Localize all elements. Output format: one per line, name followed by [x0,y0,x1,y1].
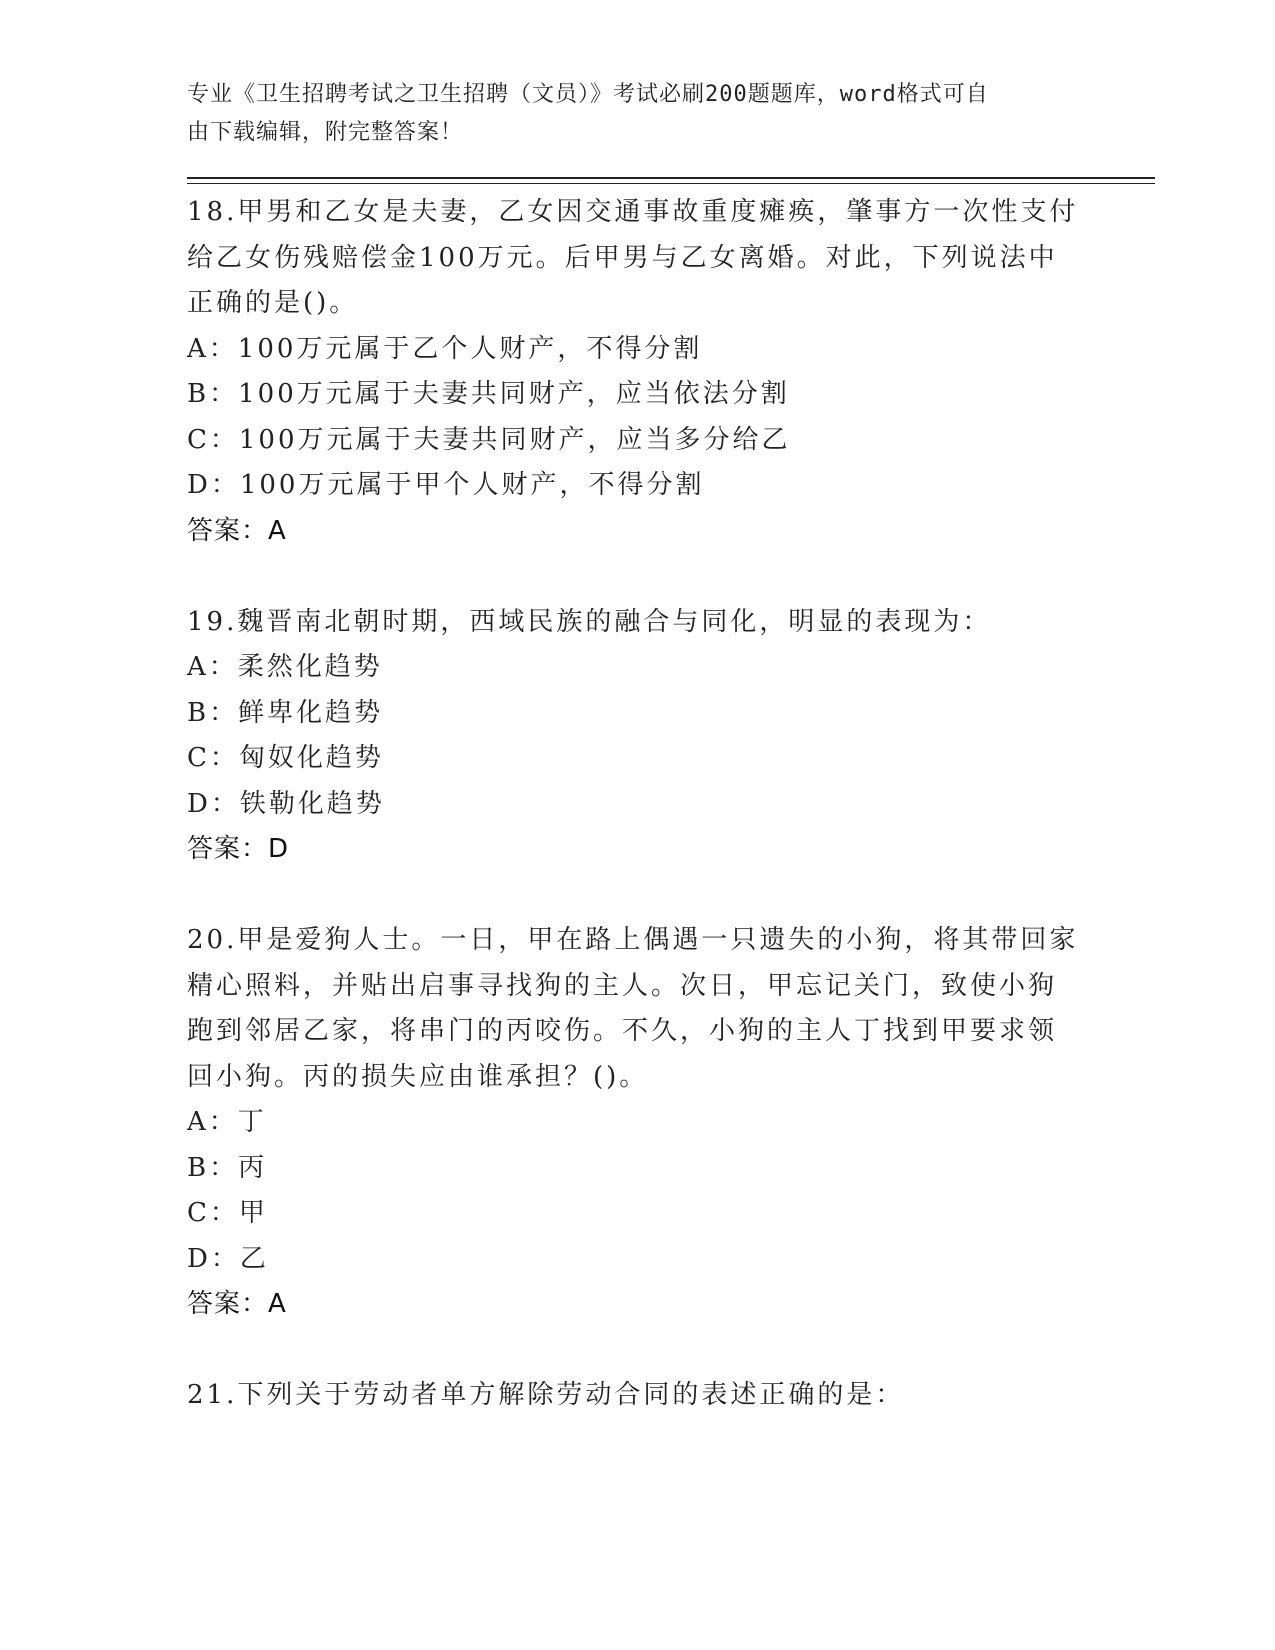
question-stem-line: 20.甲是爱狗人士。一日，甲在路上偶遇一只遗失的小狗，将其带回家 [187,925,1079,955]
option-d: D：乙 [187,1243,269,1274]
header-line-1: 专业《卫生招聘考试之卫生招聘（文员）》考试必刷200题题库，word格式可自 [187,82,989,107]
option-c: C：甲 [187,1198,268,1228]
header-line-2: 由下载编辑，附完整答案！ [187,120,464,145]
question-stem-line: 18.甲男和乙女是夫妻，乙女因交通事故重度瘫痪，肇事方一次性支付 [187,197,1079,227]
option-a: A：100万元属于乙个人财产，不得分割 [187,333,703,364]
question-18 [187,190,1087,554]
question-20 [187,918,1087,1328]
question-stem-line: 19.魏晋南北朝时期，西域民族的融合与同化，明显的表现为： [187,606,992,637]
option-d: D：100万元属于甲个人财产，不得分割 [187,470,705,500]
question-list [187,190,1087,1419]
option-a: A：丁 [187,1107,267,1137]
answer-line: 答案：A [187,515,287,546]
answer-line: 答案：D [187,834,290,864]
document-header [187,76,1067,152]
option-a: A：柔然化趋势 [187,652,383,682]
question-stem-line: 给乙女伤残赔偿金100万元。后甲男与乙女离婚。对此，下列说法中 [187,242,1058,273]
option-d: D：铁勒化趋势 [187,788,385,819]
question-stem-line: 跑到邻居乙家，将串门的丙咬伤。不久，小狗的主人丁找到甲要求领 [187,1016,1058,1046]
question-stem-line: 正确的是()。 [187,288,359,318]
option-b: B：鲜卑化趋势 [187,697,384,728]
question-stem-line: 21.下列关于劳动者单方解除劳动合同的表述正确的是： [187,1380,905,1410]
header-divider-thin [187,183,1155,184]
question-stem-line: 回小狗。丙的损失应由谁承担？()。 [187,1061,649,1092]
question-19 [187,600,1087,873]
option-b: B：100万元属于夫妻共同财产，应当依法分割 [187,379,790,409]
question-21 [187,1373,1087,1419]
answer-line: 答案：A [187,1289,287,1319]
header-divider-thick [187,177,1155,179]
option-c: C：100万元属于夫妻共同财产，应当多分给乙 [187,424,791,455]
question-stem-line: 精心照料，并贴出启事寻找狗的主人。次日，甲忘记关门，致使小狗 [187,970,1058,1001]
option-c: C：匈奴化趋势 [187,743,384,773]
option-b: B：丙 [187,1152,268,1183]
